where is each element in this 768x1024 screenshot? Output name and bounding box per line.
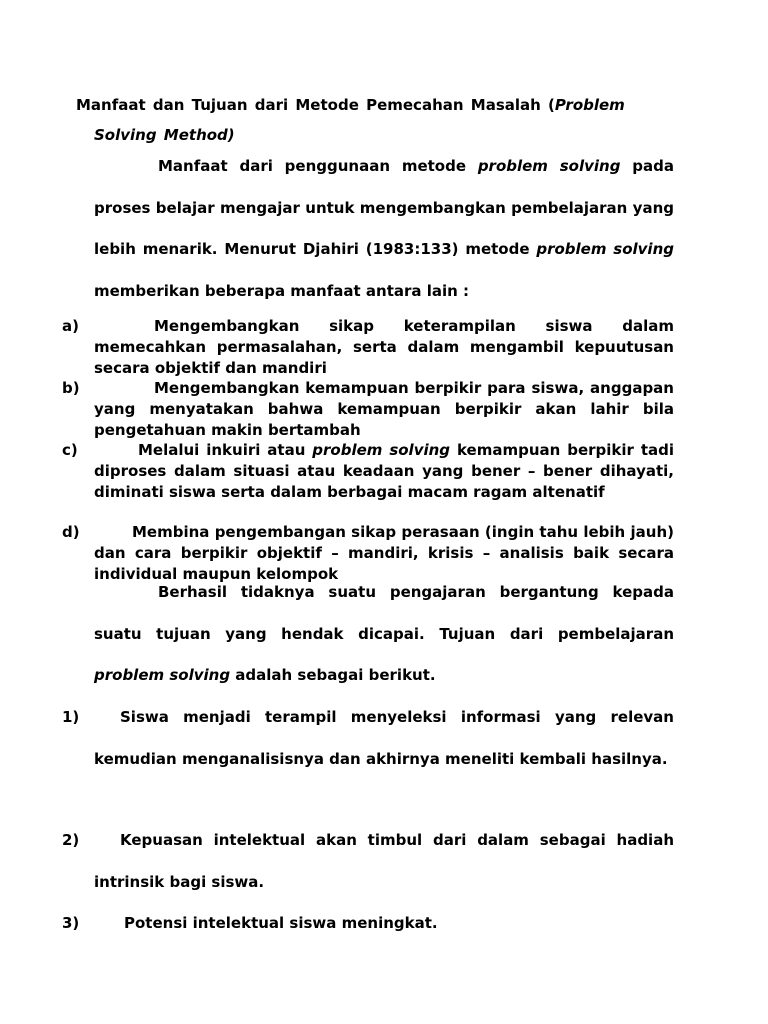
list-item-text: Siswa menjadi terampil menyeleksi informasi yang relevan kemudian menganalisisnya dan akhirnya meneliti kembali hasilnya. xyxy=(94,708,674,768)
benefit-item-c xyxy=(62,440,674,502)
benefit-item-b xyxy=(62,378,674,440)
goal-item-3 xyxy=(62,903,674,945)
list-marker: b) xyxy=(62,379,80,397)
list-item-text: Mengembangkan kemampuan berpikir para siswa, anggapan yang menyatakan bahwa kemampuan berpikir akan lahir bila pengetahuan makin bertambah xyxy=(94,379,674,439)
list-item-text: Mengembangkan sikap keterampilan siswa dalam memecahkan permasalahan, serta dalam mengambil kepuutusan secara objektif dan mandiri xyxy=(94,317,674,377)
list-marker: a) xyxy=(62,317,79,335)
benefit-item-a xyxy=(62,316,674,378)
paragraph-goals-intro: Berhasil tidaknya suatu pengajaran bergantung kepada suatu tujuan yang hendak dicapai. Tujuan dari pembelajaran problem solving adalah sebagai berikut. xyxy=(94,583,674,684)
list-item-text: Kepuasan intelektual akan timbul dari dalam sebagai hadiah intrinsik bagi siswa. xyxy=(94,831,674,891)
document-heading xyxy=(76,90,694,150)
list-marker: 3) xyxy=(62,914,80,932)
list-item-text: Melalui inkuiri atau problem solving kemampuan berpikir tadi diproses dalam situasi atau keadaan yang bener – bener dihayati, diminati siswa serta dalam berbagai macam ragam altenatif xyxy=(94,441,674,501)
list-marker: d) xyxy=(62,523,80,541)
list-marker: 2) xyxy=(62,831,80,849)
list-item-text: Membina pengembangan sikap perasaan (ingin tahu lebih jauh) dan cara berpikir objektif – mandiri, krisis – analisis baik secara individual maupun kelompok xyxy=(94,523,674,583)
heading-text: Manfaat dan Tujuan dari Metode Pemecahan Masalah ( xyxy=(76,96,555,114)
paragraph-benefits-intro: Manfaat dari penggunaan metode problem solving pada proses belajar mengajar untuk mengembangkan pembelajaran yang lebih menarik. Menurut Djahiri (1983:133) metode problem solving memberikan beberapa manfaat antara lain : xyxy=(94,157,674,300)
list-marker: c) xyxy=(62,441,78,459)
list-item-text: Potensi intelektual siswa meningkat. xyxy=(124,914,438,932)
goal-item-1 xyxy=(62,697,674,780)
goal-item-2 xyxy=(62,820,674,903)
heading-italic: Problem Solving Method) xyxy=(94,96,625,144)
list-marker: 1) xyxy=(62,708,80,726)
